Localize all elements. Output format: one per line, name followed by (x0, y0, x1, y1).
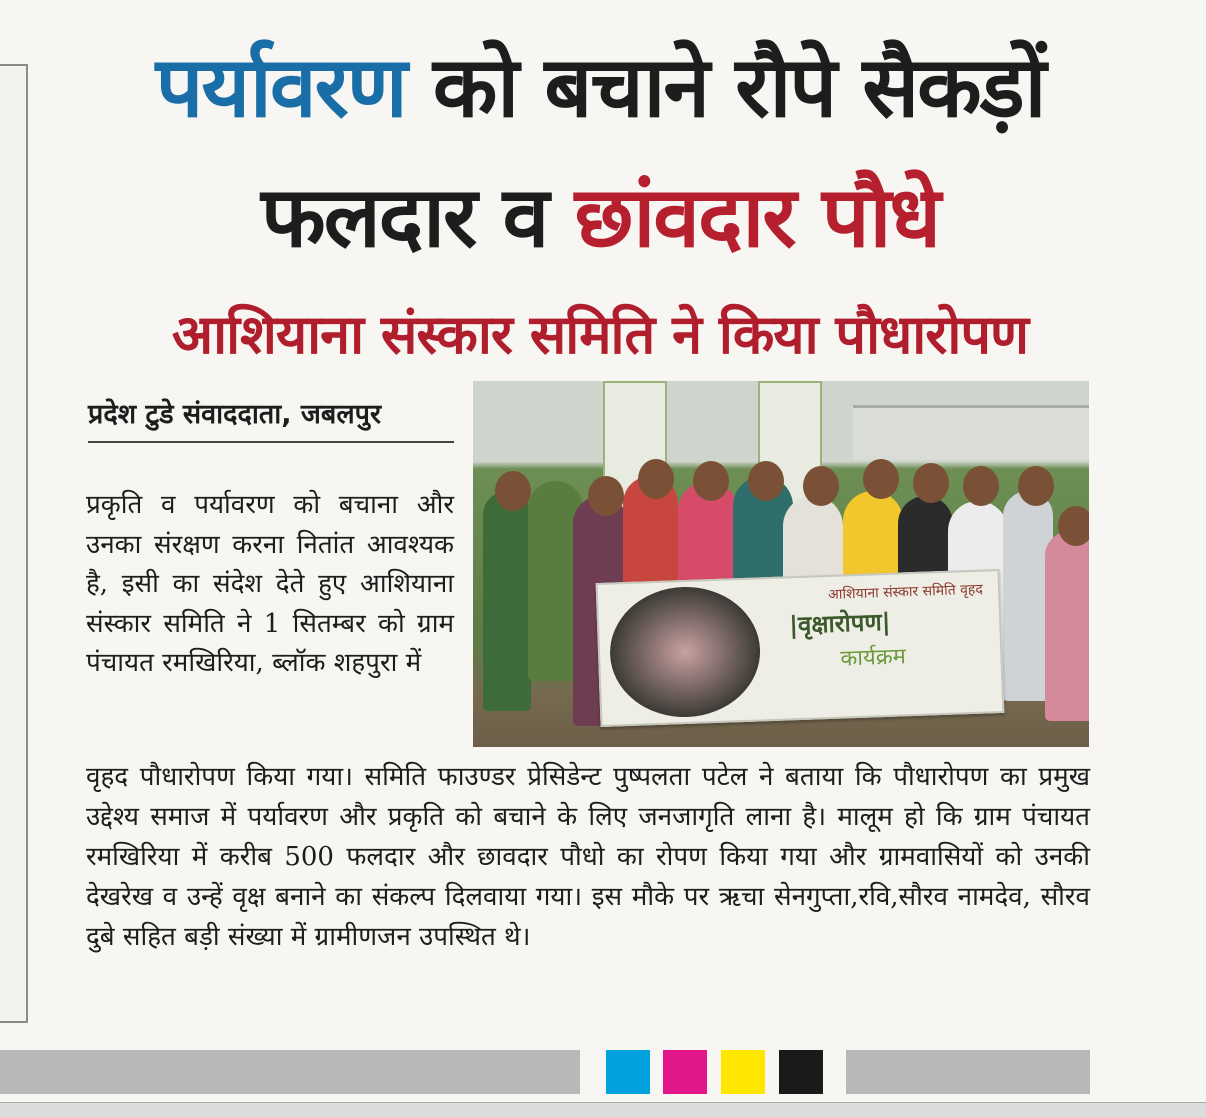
black-swatch (779, 1050, 823, 1094)
page-bottom-edge (0, 1102, 1206, 1117)
photo-head (1058, 506, 1089, 546)
subheadline: आशियाना संस्कार समिति ने किया पौधारोपण (171, 303, 1029, 366)
photo-head (1018, 466, 1054, 506)
byline: प्रदेश टुडे संवाददाता, जबलपुर (88, 394, 454, 443)
print-bar-left (0, 1050, 580, 1094)
page-left-border (0, 64, 28, 1023)
photo-person (1045, 531, 1089, 721)
banner-small-text: आशियाना संस्कार समिति वृहद (827, 581, 984, 603)
news-photo (473, 381, 1089, 747)
headline-red-words: छांवदार पौधे (574, 168, 940, 266)
article-paragraph-2: वृहद पौधारोपण किया गया। समिति फाउण्डर प्रेसिडेन्ट पुष्पलता पटेल ने बताया कि पौधारोपण का प्रमुख उद्देश्य समाज में पर्यावरण और प्रकृति को बचाने के लिए जनजागृति लाना है। मालूम हो कि ग्राम पंचायत रमखिरिया में करीब 500 फलदार और छावदार पौधो का रोपण किया गया और ग्रामवासियों को उनकी देखरेख व उन्हें वृक्ष बनाने का संकल्प दिलवाया गया। इस मौके पर ऋचा सेनगुप्ता,रवि,सौरव नामदेव, सौरव दुबे सहित बड़ी संख्या में ग्रामीणजन उपस्थित थे। (86, 762, 1090, 952)
headline-line-2 (60, 152, 1140, 282)
headline-line-1-rest: को बचाने रौपे सैकड़ों (432, 38, 1045, 136)
photo-head (495, 471, 531, 511)
photo-head (803, 466, 839, 506)
photo-head (638, 459, 674, 499)
photo-head (588, 476, 624, 516)
article-paragraph-1: प्रकृति व पर्यावरण को बचाना और उनका संरक्षण करना नितांत आवश्यक है, इसी का संदेश देते हुए आशियाना संस्कार समिति ने 1 सितम्बर को ग्राम पंचायत रमखिरिया, ब्लॉक शहपुरा में (86, 490, 454, 678)
magenta-swatch (663, 1050, 707, 1094)
banner-title: |वृक्षारोपण| (788, 607, 891, 640)
photo-person (483, 491, 531, 711)
cyan-swatch (606, 1050, 650, 1094)
banner-graphic (608, 584, 762, 719)
headline-blue-word: पर्यावरण (155, 38, 406, 136)
photo-head (963, 466, 999, 506)
photo-fence (853, 405, 1089, 460)
headline-line-1 (60, 22, 1140, 152)
headline-line-2-black: फलदार व (260, 168, 548, 266)
banner-subtitle: कार्यक्रम (839, 644, 907, 672)
photo-head (748, 461, 784, 501)
photo-head (913, 463, 949, 503)
photo-head (693, 461, 729, 501)
photo-head (863, 459, 899, 499)
photo-banner (596, 569, 1005, 727)
print-bar-right (846, 1050, 1090, 1094)
yellow-swatch (721, 1050, 765, 1094)
